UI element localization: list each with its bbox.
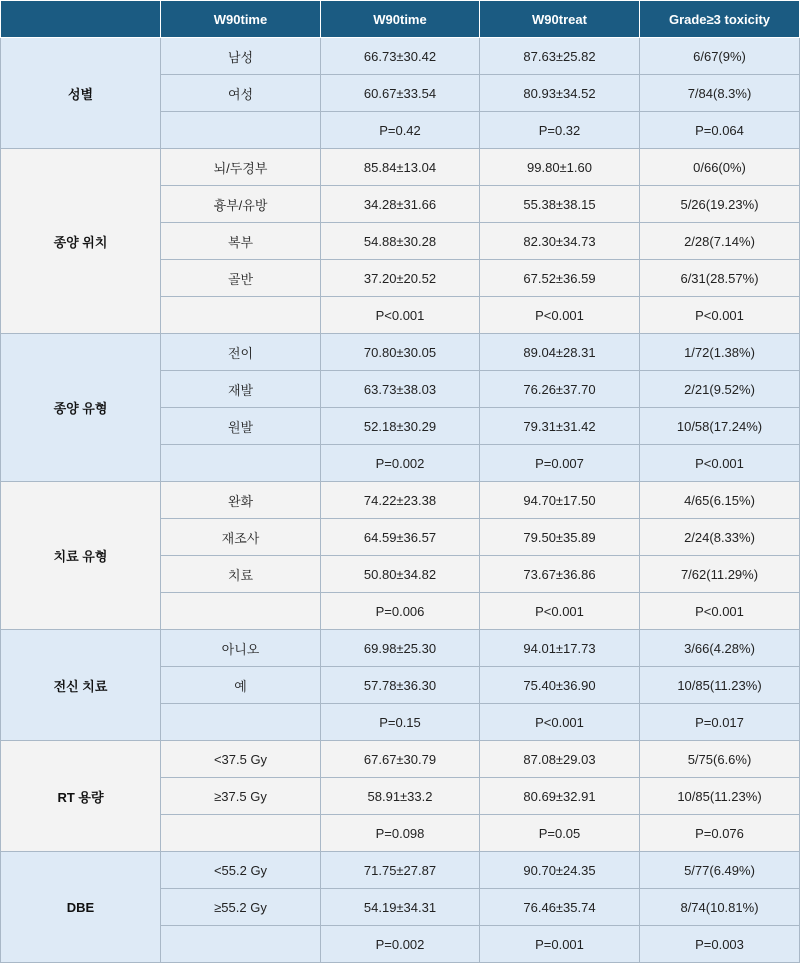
table-row xyxy=(1,149,800,186)
w90time-cell: 64.59±36.57 xyxy=(321,519,480,556)
subgroup-cell: 아니오 xyxy=(161,630,321,667)
toxicity-cell: P<0.001 xyxy=(640,593,800,630)
subgroup-cell: 재조사 xyxy=(161,519,321,556)
toxicity-cell: 7/62(11.29%) xyxy=(640,556,800,593)
toxicity-cell: 4/65(6.15%) xyxy=(640,482,800,519)
group-label: RT 용량 xyxy=(1,741,161,852)
table-row xyxy=(1,38,800,75)
w90time-cell: 67.67±30.79 xyxy=(321,741,480,778)
table-row xyxy=(1,334,800,371)
subgroup-cell: <37.5 Gy xyxy=(161,741,321,778)
w90treat-cell: 75.40±36.90 xyxy=(480,667,640,704)
w90treat-cell: 94.01±17.73 xyxy=(480,630,640,667)
group-label: 종양 유형 xyxy=(1,334,161,482)
table-group xyxy=(1,38,800,149)
w90time-cell: 63.73±38.03 xyxy=(321,371,480,408)
w90time-cell: P=0.098 xyxy=(321,815,480,852)
header-w90treat: W90treat xyxy=(480,1,640,38)
table-row xyxy=(1,630,800,667)
w90treat-cell: 89.04±28.31 xyxy=(480,334,640,371)
w90treat-cell: 82.30±34.73 xyxy=(480,223,640,260)
header-toxicity: Grade≥3 toxicity xyxy=(640,1,800,38)
w90treat-cell: 90.70±24.35 xyxy=(480,852,640,889)
subgroup-cell: 복부 xyxy=(161,223,321,260)
subgroup-cell xyxy=(161,593,321,630)
toxicity-cell: 5/26(19.23%) xyxy=(640,186,800,223)
subgroup-cell: 흉부/유방 xyxy=(161,186,321,223)
subgroup-cell: 골반 xyxy=(161,260,321,297)
subgroup-cell: 뇌/두경부 xyxy=(161,149,321,186)
toxicity-cell: 5/77(6.49%) xyxy=(640,852,800,889)
table-group xyxy=(1,149,800,334)
group-label: 치료 유형 xyxy=(1,482,161,630)
group-label: 종양 위치 xyxy=(1,149,161,334)
w90time-cell: 54.19±34.31 xyxy=(321,889,480,926)
w90treat-cell: P=0.32 xyxy=(480,112,640,149)
w90time-cell: 70.80±30.05 xyxy=(321,334,480,371)
toxicity-cell: P=0.064 xyxy=(640,112,800,149)
w90time-cell: 66.73±30.42 xyxy=(321,38,480,75)
w90time-cell: P=0.002 xyxy=(321,926,480,963)
w90time-cell: P<0.001 xyxy=(321,297,480,334)
group-label: 성별 xyxy=(1,38,161,149)
table-row xyxy=(1,852,800,889)
w90treat-cell: 79.50±35.89 xyxy=(480,519,640,556)
toxicity-cell: 0/66(0%) xyxy=(640,149,800,186)
w90treat-cell: 87.63±25.82 xyxy=(480,38,640,75)
w90treat-cell: P<0.001 xyxy=(480,704,640,741)
w90time-cell: P=0.42 xyxy=(321,112,480,149)
table-group xyxy=(1,482,800,630)
table-group xyxy=(1,630,800,741)
toxicity-cell: 8/74(10.81%) xyxy=(640,889,800,926)
table-row xyxy=(1,741,800,778)
toxicity-cell: 10/85(11.23%) xyxy=(640,778,800,815)
subgroup-cell: 원발 xyxy=(161,408,321,445)
w90time-cell: 57.78±36.30 xyxy=(321,667,480,704)
group-label: DBE xyxy=(1,852,161,963)
toxicity-cell: 2/24(8.33%) xyxy=(640,519,800,556)
subgroup-cell: 치료 xyxy=(161,556,321,593)
w90time-cell: 69.98±25.30 xyxy=(321,630,480,667)
subgroup-cell xyxy=(161,815,321,852)
header-corner xyxy=(1,1,161,38)
w90treat-cell: 80.69±32.91 xyxy=(480,778,640,815)
subgroup-cell: ≥37.5 Gy xyxy=(161,778,321,815)
toxicity-cell: 6/31(28.57%) xyxy=(640,260,800,297)
subgroup-cell: 재발 xyxy=(161,371,321,408)
subgroup-cell: 남성 xyxy=(161,38,321,75)
group-label: 전신 치료 xyxy=(1,630,161,741)
header-row xyxy=(1,1,800,38)
subgroup-cell: 완화 xyxy=(161,482,321,519)
w90time-cell: P=0.15 xyxy=(321,704,480,741)
header-w90time: W90time xyxy=(321,1,480,38)
w90treat-cell: 99.80±1.60 xyxy=(480,149,640,186)
toxicity-cell: 6/67(9%) xyxy=(640,38,800,75)
toxicity-cell: 3/66(4.28%) xyxy=(640,630,800,667)
w90time-cell: 50.80±34.82 xyxy=(321,556,480,593)
w90time-cell: 52.18±30.29 xyxy=(321,408,480,445)
w90treat-cell: 87.08±29.03 xyxy=(480,741,640,778)
table-header xyxy=(1,1,800,38)
subgroup-cell xyxy=(161,297,321,334)
table-group xyxy=(1,852,800,963)
w90time-cell: 60.67±33.54 xyxy=(321,75,480,112)
subgroup-cell: 전이 xyxy=(161,334,321,371)
w90time-cell: 85.84±13.04 xyxy=(321,149,480,186)
w90treat-cell: P=0.001 xyxy=(480,926,640,963)
w90treat-cell: 80.93±34.52 xyxy=(480,75,640,112)
subgroup-cell xyxy=(161,926,321,963)
w90time-cell: 74.22±23.38 xyxy=(321,482,480,519)
w90treat-cell: 79.31±31.42 xyxy=(480,408,640,445)
toxicity-cell: P=0.003 xyxy=(640,926,800,963)
toxicity-cell: 1/72(1.38%) xyxy=(640,334,800,371)
subgroup-cell xyxy=(161,112,321,149)
toxicity-cell: 10/85(11.23%) xyxy=(640,667,800,704)
toxicity-cell: P=0.017 xyxy=(640,704,800,741)
w90treat-cell: 67.52±36.59 xyxy=(480,260,640,297)
w90time-cell: P=0.002 xyxy=(321,445,480,482)
subgroup-cell xyxy=(161,704,321,741)
w90treat-cell: P=0.007 xyxy=(480,445,640,482)
w90treat-cell: P=0.05 xyxy=(480,815,640,852)
w90time-cell: 54.88±30.28 xyxy=(321,223,480,260)
w90time-cell: 71.75±27.87 xyxy=(321,852,480,889)
toxicity-cell: 2/21(9.52%) xyxy=(640,371,800,408)
w90time-cell: 58.91±33.2 xyxy=(321,778,480,815)
toxicity-cell: 5/75(6.6%) xyxy=(640,741,800,778)
subgroup-cell xyxy=(161,445,321,482)
subgroup-cell: <55.2 Gy xyxy=(161,852,321,889)
table-group xyxy=(1,334,800,482)
w90treat-cell: 76.46±35.74 xyxy=(480,889,640,926)
w90time-cell: P=0.006 xyxy=(321,593,480,630)
w90treat-cell: 73.67±36.86 xyxy=(480,556,640,593)
toxicity-cell: 2/28(7.14%) xyxy=(640,223,800,260)
w90treat-cell: P<0.001 xyxy=(480,593,640,630)
w90treat-cell: 55.38±38.15 xyxy=(480,186,640,223)
w90treat-cell: P<0.001 xyxy=(480,297,640,334)
subgroup-cell: ≥55.2 Gy xyxy=(161,889,321,926)
table-group xyxy=(1,741,800,852)
header-subgroup: W90time xyxy=(161,1,321,38)
toxicity-cell: P<0.001 xyxy=(640,445,800,482)
subgroup-cell: 여성 xyxy=(161,75,321,112)
toxicity-cell: 7/84(8.3%) xyxy=(640,75,800,112)
table-row xyxy=(1,482,800,519)
toxicity-cell: 10/58(17.24%) xyxy=(640,408,800,445)
w90treat-cell: 76.26±37.70 xyxy=(480,371,640,408)
toxicity-cell: P<0.001 xyxy=(640,297,800,334)
subgroup-cell: 예 xyxy=(161,667,321,704)
w90time-cell: 34.28±31.66 xyxy=(321,186,480,223)
toxicity-cell: P=0.076 xyxy=(640,815,800,852)
w90treat-cell: 94.70±17.50 xyxy=(480,482,640,519)
w90time-cell: 37.20±20.52 xyxy=(321,260,480,297)
